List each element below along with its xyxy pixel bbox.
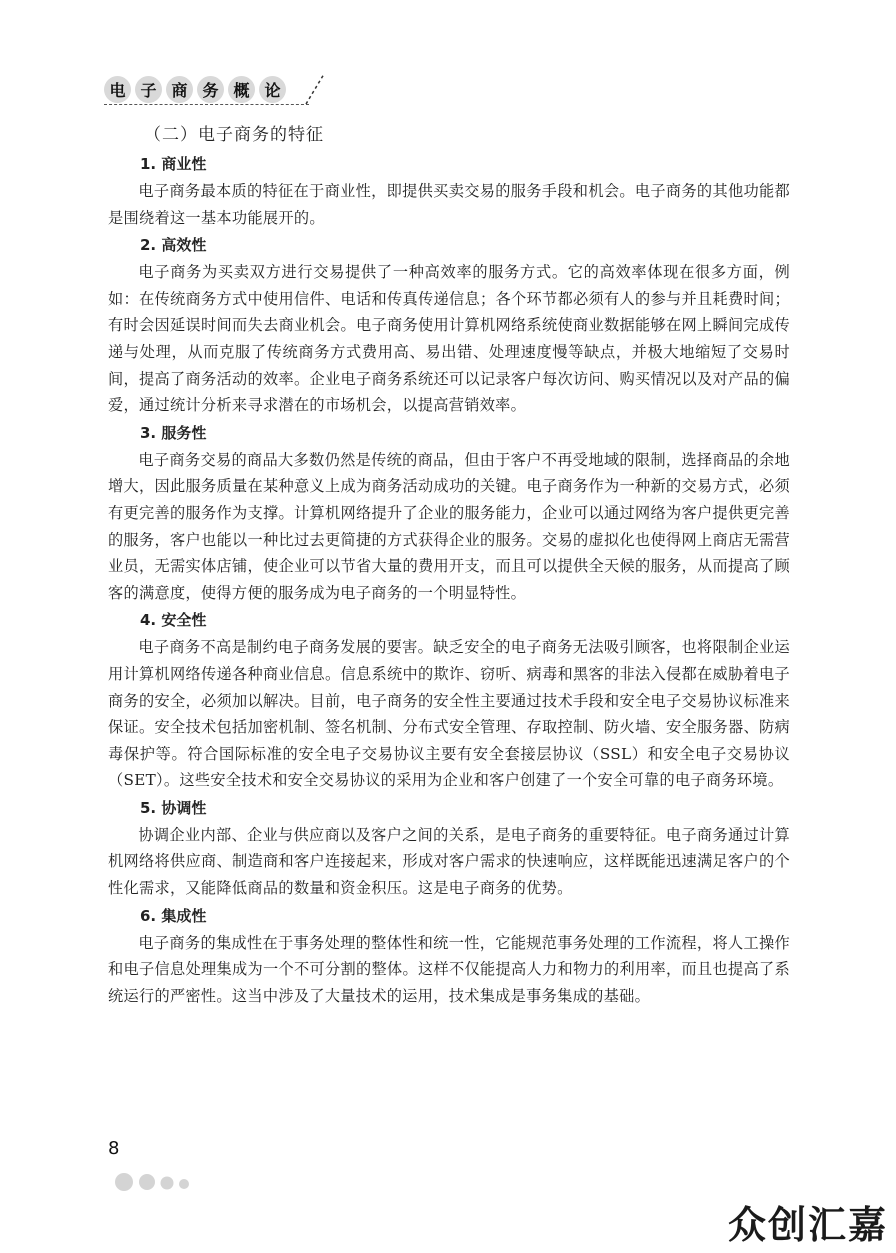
header-char: 电: [104, 76, 131, 103]
feature-item: [108, 606, 790, 794]
page-number: 8: [108, 1138, 120, 1159]
feature-item: [108, 419, 790, 607]
item-title: 5. 协调性: [140, 798, 207, 817]
header-char: 子: [135, 76, 162, 103]
header-dashed-rule: [104, 104, 309, 105]
feature-item: [108, 231, 790, 419]
section-title: （二）电子商务的特征: [144, 125, 324, 145]
header-char: 商: [166, 76, 193, 103]
paragraph: 电子商务最本质的特征在于商业性，即提供买卖交易的服务手段和机会。电子商务的其他功能都是围绕着这一基本功能展开的。: [108, 182, 790, 227]
footer-dots-decoration: [114, 1170, 204, 1194]
header-char: 概: [228, 76, 255, 103]
item-title: 6. 集成性: [140, 906, 207, 925]
item-title: 4. 安全性: [140, 611, 207, 630]
header-char: 务: [197, 76, 224, 103]
header-char: 论: [259, 76, 286, 103]
paragraph: 电子商务为买卖双方进行交易提供了一种高效率的服务方式。它的高效率体现在很多方面，例如：在传统商务方式中使用信件、电话和传真传递信息；各个环节都必须有人的参与并且耗费时间；有时会因延误时间而失去商业机会。电子商务使用计算机网络系统使商业数据能够在网上瞬间完成传递与处理，从而克服了传统商务方式费用高、易出错、处理速度慢等缺点，并极大地缩短了交易时间，提高了商务活动的效率。企业电子商务系统还可以记录客户每次访问、购买情况以及对产品的偏爱，通过统计分析来寻求潜在的市场机会，以提高营销效率。: [108, 263, 790, 415]
item-title: 3. 服务性: [140, 423, 207, 442]
header-title: [104, 76, 290, 103]
item-title: 2. 高效性: [140, 236, 207, 255]
paragraph: 电子商务交易的商品大多数仍然是传统的商品，但由于客户不再受地域的限制，选择商品的余地增大，因此服务质量在某种意义上成为商务活动成功的关键。电子商务作为一种新的交易方式，必须有更完善的服务作为支撑。计算机网络提升了企业的服务能力，企业可以通过网络为客户提供更完善的服务，客户也能以一种比过去更简捷的方式获得企业的服务。交易的虚拟化也使得网上商店无需营业员，无需实体店铺，使企业可以节省大量的费用开支，而且可以提供全天候的服务，从而提高了顾客的满意度，使得方便的服务成为电子商务的一个明显特性。: [108, 450, 790, 602]
main-content: [108, 120, 790, 1009]
feature-item: [108, 150, 790, 231]
watermark-logo: 众创汇嘉: [727, 1203, 888, 1247]
feature-item: [108, 794, 790, 902]
feature-item: [108, 902, 790, 1010]
paragraph: 电子商务不高是制约电子商务发展的要害。缺乏安全的电子商务无法吸引顾客，也将限制企业运用计算机网络传递各种商业信息。信息系统中的欺诈、窃听、病毒和黑客的非法入侵都在威胁着电子商务的安全，必须加以解决。目前，电子商务的安全性主要通过技术手段和安全电子交易协议标准来保证。安全技术包括加密机制、签名机制、分布式安全管理、存取控制、防火墙、安全服务器、防病毒保护等。符合国际标准的安全电子交易协议主要有安全套接层协议（SSL）和安全电子交易协议（SET）。这些安全技术和安全交易协议的采用为企业和客户创建了一个安全可靠的电子商务环境。: [108, 638, 790, 790]
paragraph: 协调企业内部、企业与供应商以及客户之间的关系，是电子商务的重要特征。电子商务通过计算机网络将供应商、制造商和客户连接起来，形成对客户需求的快速响应，这样既能迅速满足客户的个性化需求，又能降低商品的数量和资金积压。这是电子商务的优势。: [108, 825, 790, 898]
paragraph: 电子商务的集成性在于事务处理的整体性和统一性，它能规范事务处理的工作流程，将人工操作和电子信息处理集成为一个不可分割的整体。这样不仅能提高人力和物力的利用率，而且也提高了系统运行的严密性。这当中涉及了大量技术的运用，技术集成是事务集成的基础。: [108, 933, 790, 1005]
item-title: 1. 商业性: [140, 155, 207, 173]
